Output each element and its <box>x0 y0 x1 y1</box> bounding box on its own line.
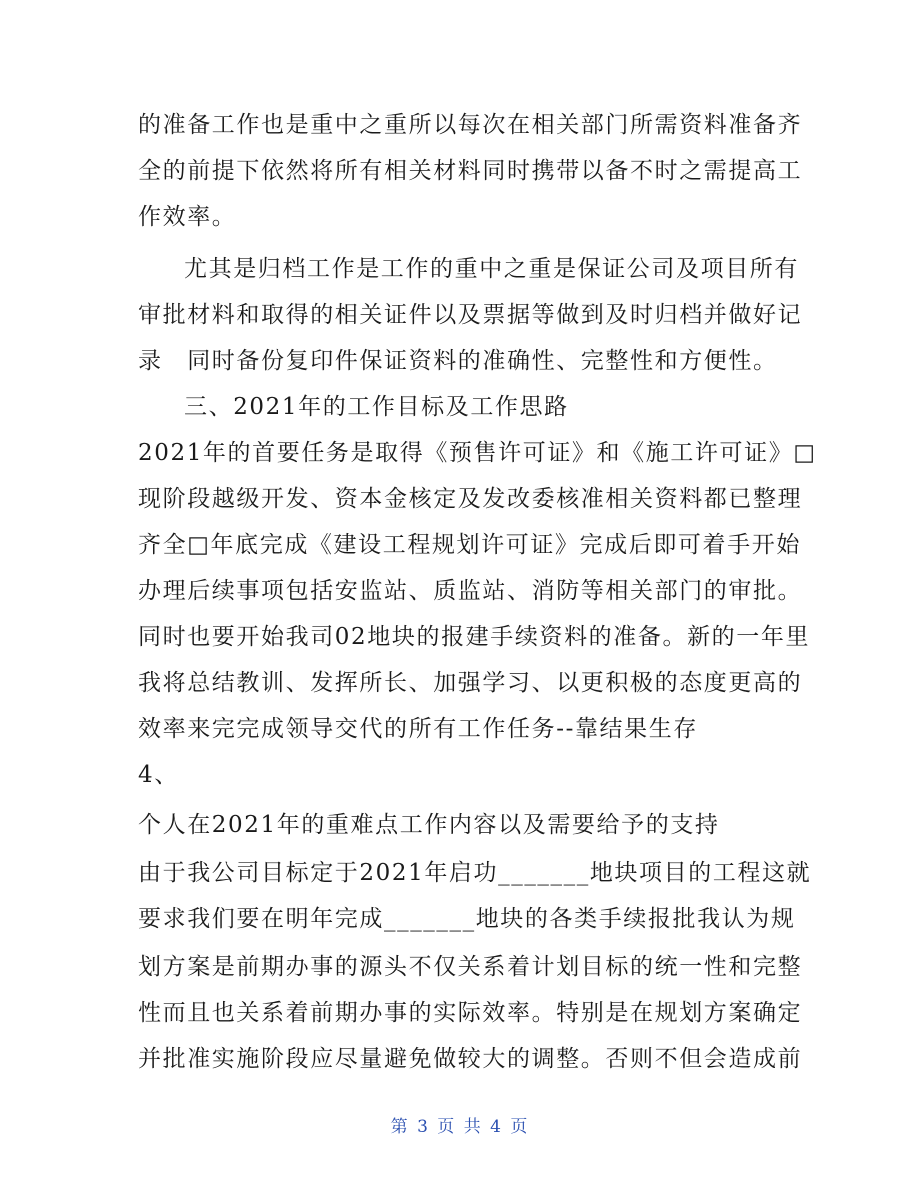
paragraph-line: 全的前提下依然将所有相关材料同时携带以备不时之需提高工 <box>138 158 803 184</box>
paragraph-line: 尤其是归档工作是工作的重中之重是保证公司及项目所有 <box>184 256 799 282</box>
section-heading: 个人在2021年的重难点工作内容以及需要给予的支持 <box>138 812 720 838</box>
paragraph-line: 性而且也关系着前期办事的实际效率。特别是在规划方案确定 <box>138 1000 803 1026</box>
paragraph-line: 作效率。 <box>138 204 237 230</box>
paragraph-line: 要求我们要在明年完成_______地块的各类手续报批我认为规 <box>138 906 796 932</box>
paragraph-line: 齐全□年底完成《建设工程规划许可证》完成后即可着手开始 <box>138 532 801 558</box>
paragraph-line: 由于我公司目标定于2021年启功_______地块项目的工程这就 <box>138 860 812 886</box>
paragraph-line: 我将总结教训、发挥所长、加强学习、以更积极的态度更高的 <box>138 670 803 696</box>
paragraph-line: 的准备工作也是重中之重所以每次在相关部门所需资料准备齐 <box>138 112 803 138</box>
section-heading: 三、2021年的工作目标及工作思路 <box>184 394 569 420</box>
paragraph-line: 录 同时备份复印件保证资料的准确性、完整性和方便性。 <box>138 348 778 374</box>
paragraph-line: 办理后续事项包括安监站、质监站、消防等相关部门的审批。 <box>138 578 803 604</box>
list-number: 4、 <box>138 762 179 788</box>
paragraph-line: 划方案是前期办事的源头不仅关系着计划目标的统一性和完整 <box>138 954 803 980</box>
paragraph-line: 2021年的首要任务是取得《预售许可证》和《施工许可证》□ <box>138 440 817 466</box>
paragraph-line: 并批准实施阶段应尽量避免做较大的调整。否则不但会造成前 <box>138 1046 803 1072</box>
page-number: 第 3 页 共 4 页 <box>390 1117 530 1137</box>
paragraph-line: 效率来完完成领导交代的所有工作任务--靠结果生存 <box>138 716 698 742</box>
paragraph-line: 同时也要开始我司02地块的报建手续资料的准备。新的一年里 <box>138 624 811 650</box>
paragraph-line: 现阶段越级开发、资本金核定及发改委核准相关资料都已整理 <box>138 486 803 512</box>
paragraph-line: 审批材料和取得的相关证件以及票据等做到及时归档并做好记 <box>138 302 803 328</box>
